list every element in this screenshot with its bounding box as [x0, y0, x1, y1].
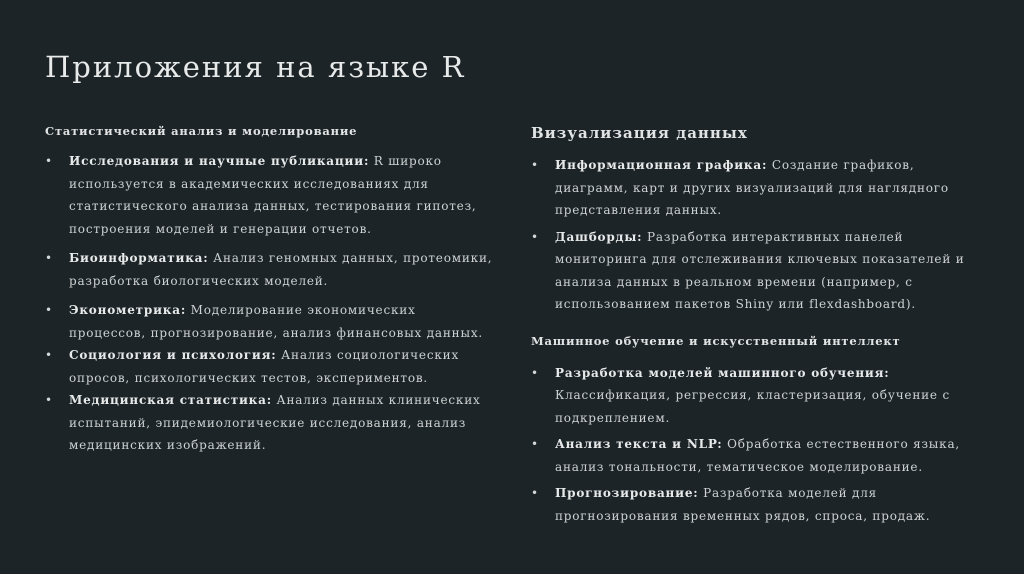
bullet-icon: • — [45, 348, 53, 362]
list-item: • Эконометрика: Моделирование экономических процессов, прогнозирование, анализ финансовых данных. — [45, 299, 495, 344]
right-column — [531, 124, 981, 527]
statistics-list — [45, 150, 495, 457]
bullet-icon: • — [531, 229, 539, 244]
list-item: • Исследования и научные публикации: R широко используется в академических исследованиях для статистического анализа данных, тестирования гипотез, построения моделей и генерации отчетов. — [45, 150, 495, 240]
bullet-icon: • — [531, 486, 539, 500]
left-column — [45, 124, 495, 457]
section-heading-visualization: Визуализация данных — [531, 124, 748, 142]
bullet-icon: • — [45, 303, 53, 317]
list-item: • Социология и психология: Анализ социологических опросов, психологических тестов, экспериментов. — [45, 344, 495, 389]
list-item: • Дашборды: Разработка интерактивных панелей мониторинга для отслеживания ключевых показателей и анализа данных в реальном времени (например, с использованием пакетов Shiny или flexdashboard). — [531, 226, 981, 316]
list-item: • Информационная графика: Создание графиков, диаграмм, карт и других визуализаций для наглядного представления данных. — [531, 154, 981, 222]
ml-list — [531, 362, 981, 528]
bullet-icon: • — [45, 251, 53, 265]
section-heading-ml: Машинное обучение и искусственный интеллект — [531, 333, 901, 348]
visualization-list — [531, 154, 981, 316]
section-heading-statistics: Статистический анализ и моделирование — [45, 124, 358, 138]
bullet-icon: • — [45, 154, 53, 168]
page-title: Приложения на языке R — [45, 50, 466, 84]
list-item: • Биоинформатика: Анализ геномных данных, протеомики, разработка биологических моделей. — [45, 247, 495, 292]
list-item: • Разработка моделей машинного обучения: Классификация, регрессия, кластеризация, обучение с подкреплением. — [531, 362, 981, 430]
list-item: • Анализ текста и NLP: Обработка естественного языка, анализ тональности, тематическое моделирование. — [531, 433, 981, 478]
bullet-icon: • — [45, 393, 53, 407]
bullet-icon: • — [531, 437, 539, 451]
list-item: • Прогнозирование: Разработка моделей для прогнозирования временных рядов, спроса, продаж. — [531, 482, 981, 527]
bullet-icon: • — [531, 158, 539, 172]
list-item: • Медицинская статистика: Анализ данных клинических испытаний, эпидемиологические исследования, анализ медицинских изображений. — [45, 389, 495, 457]
bullet-icon: • — [531, 365, 539, 380]
